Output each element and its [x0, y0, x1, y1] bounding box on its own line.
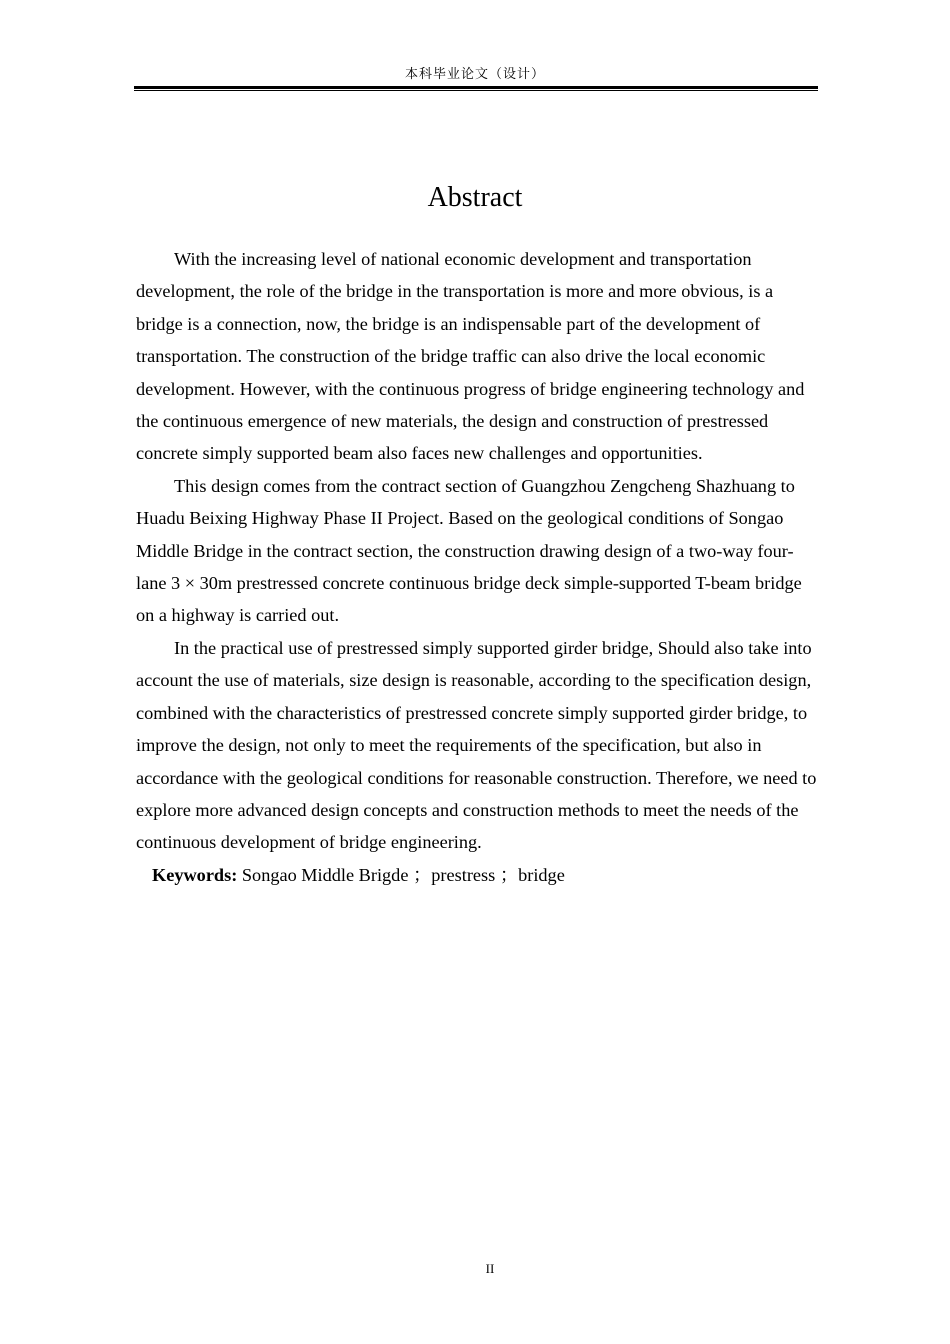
- keywords-line: [136, 859, 820, 891]
- abstract-body: [136, 243, 820, 891]
- abstract-paragraph-2: This design comes from the contract section of Guangzhou Zengcheng Shazhuang to Huadu Beixing Highway Phase II Project. Based on the geological conditions of Songao Middle Bridge in the contract section, the construction drawing design of a two-way four-lane 3 × 30m prestressed concrete continuous bridge deck simple-supported T-beam bridge on a highway is carried out.: [136, 475, 802, 626]
- keywords-list: Songao Middle Brigde ；prestress ；bridge: [237, 864, 565, 885]
- abstract-paragraph-1: With the increasing level of national economic development and transportation development, the role of the bridge in the transportation is more and more obvious, is a bridge is a connection, now, the bridge is an indispensable part of the development of transportation. The construction of the bridge traffic can also drive the local economic development. However, with the continuous progress of bridge engineering technology and the continuous emergence of new materials, the design and construction of prestressed concrete simply supported beam also faces new challenges and opportunities.: [136, 249, 805, 464]
- abstract-heading: Abstract: [427, 182, 523, 213]
- abstract-paragraph-3: In the practical use of prestressed simply supported girder bridge, Should also take into account the use of materials, size design is reasonable, according to the specification design, combined with the characteristics of prestressed concrete simply supported girder bridge, to improve the design, not only to meet the requirements of the specification, but also in accordance with the geological conditions for reasonable construction. Therefore, we need to explore more advanced design concepts and construction methods to meet the needs of the continuous development of bridge engineering.: [136, 637, 817, 853]
- page-number: II: [485, 1261, 495, 1276]
- running-header: 本科毕业论文（设计）: [404, 67, 545, 82]
- keywords-label: Keywords:: [152, 864, 238, 885]
- header-rule-thin: [134, 90, 818, 91]
- header-rule-thick: [134, 86, 818, 89]
